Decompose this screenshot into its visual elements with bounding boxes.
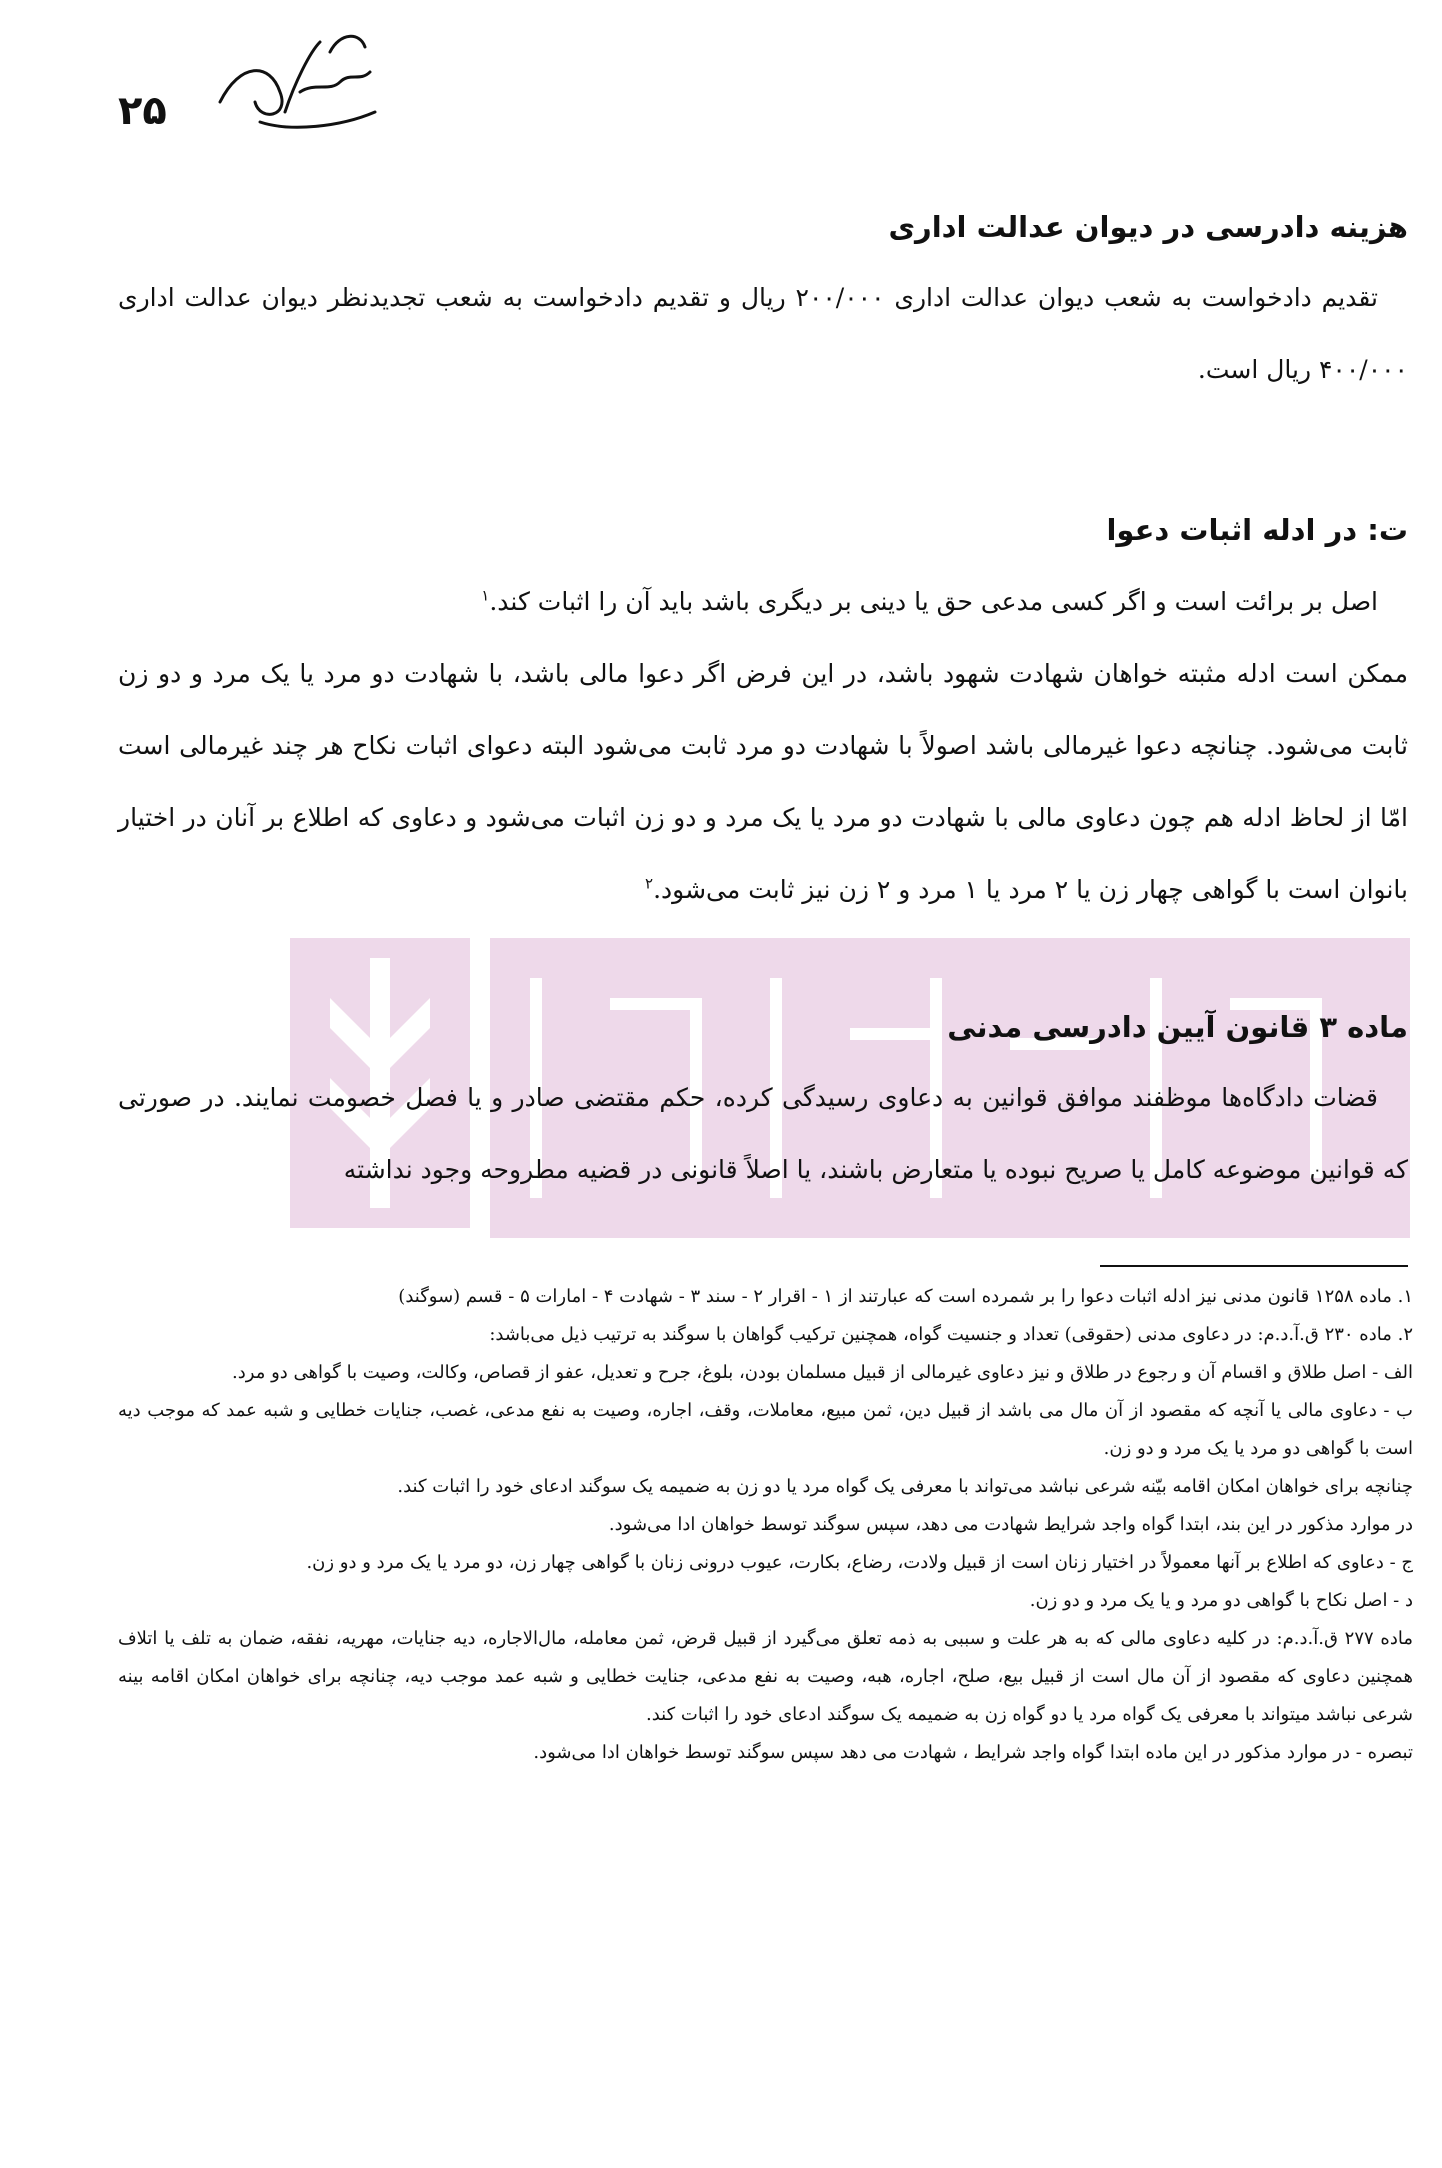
footnote-item: در موارد مذکور در این بند، ابتدا گواه واجد شرایط شهادت می دهد، سپس سوگند توسط خواهان ادا می‌شود.: [608, 1514, 1413, 1535]
paragraph-text: ممکن است ادله مثبته خواهان شهادت شهود باشد، در این فرض اگر دعوا مالی باشد، با شهادت دو مرد یا یک مرد و دو زن ثابت می‌شود. چنانچه دعوا غیرمالی باشد اصولاً با شهادت دو مرد ثابت می‌شود البته دعوای اثبات نکاح هر چند غیرمالی است امّا از لحاظ ادله هم چون دعاوی مالی با شهادت دو مرد یا یک مرد و دو زن اثبات می‌شود و دعاوی که اطلاع بر آنان در اختیار بانوان است با گواهی چهار زن یا ۲ مرد یا ۱ مرد و ۲ زن نیز ثابت می‌شود.: [118, 659, 1408, 904]
footnote-ref: ۱: [481, 586, 490, 605]
footnote: ۱. ماده ۱۲۵۸ قانون مدنی نیز ادله اثبات دعوا را بر شمرده است که عبارتند از ۱ - اقرار ۲ - سند ۳ - شهادت ۴ - امارات ۵ - قسم (سوگند): [398, 1286, 1413, 1307]
section-heading: ماده ۳ قانون آیین دادرسی مدنی: [947, 1010, 1408, 1044]
footnotes: [118, 1278, 1413, 1772]
footnote-item: ماده ۲۷۷ ق.آ.د.م: در کلیه دعاوی مالی که به هر علت و سببی به ذمه تعلق می‌گیرد از قبیل قرض، ثمن معامله، مال‌الاجاره، دیه جنایات، مهریه، نفقه، ضمان به تلف یا اتلاف همچنین دعاوی که مقصود از آن مال است از قبیل بیع، صلح، اجاره، هبه، وصیت به نفع مدعی، جنایت خطایی و شبه عمد موجب دیه، چنانچه برای خواهان امکان اقامه بینه شرعی نباشد میتواند با معرفی یک گواه مرد یا دو گواه زن به ضمیمه یک سوگند ادعای خود را اثبات کند.: [118, 1628, 1413, 1725]
footnote-ref: ۲: [645, 874, 654, 893]
footnote-item: د - اصل نکاح با گواهی دو مرد و یا یک مرد و دو زن.: [1029, 1590, 1413, 1611]
footnote-item: الف - اصل طلاق و اقسام آن و رجوع در طلاق و نیز دعاوی غیرمالی از قبیل مسلمان بودن، بلوغ، جرح و تعدیل، عفو از قصاص، وکالت، وصیت با گواهی دو مرد.: [232, 1362, 1413, 1383]
footnote-item: ب - دعاوی مالی یا آنچه که مقصود از آن مال می باشد از قبیل دین، ثمن مبیع، معاملات، وقف، اجاره، وصیت به نفع مدعی، غصب، جنایات خطایی و شبه عمد که موجب دیه است با گواهی دو مرد یا یک مرد و دو زن.: [118, 1400, 1413, 1459]
footnote-divider: [1100, 1265, 1408, 1267]
section-heading: هزینه دادرسی در دیوان عدالت اداری: [888, 210, 1408, 244]
footnote-item: چنانچه برای خواهان امکان اقامه بیّنه شرعی نباشد می‌تواند با معرفی یک گواه مرد یا دو زن به ضمیمه یک سوگند ادعای خود را اثبات کند.: [397, 1476, 1413, 1497]
body-paragraph: [118, 566, 1408, 638]
body-paragraph: قضات دادگاه‌ها موظفند موافق قوانین به دعاوی رسیدگی کرده، حکم مقتضی صادر و یا فصل خصومت نمایند. در صورتی که قوانین موضوعه کامل یا صریح نبوده یا متعارض باشند، یا اصلاً قانونی در قضیه مطروحه وجود نداشته: [118, 1083, 1408, 1184]
section-heading: ت: در ادله اثبات دعوا: [1106, 513, 1408, 547]
footnote: ۲. ماده ۲۳۰ ق.آ.د.م: در دعاوی مدنی (حقوقی) تعداد و جنسیت گواه، همچنین ترکیب گواهان با سوگند به ترتیب ذیل می‌باشد:: [489, 1324, 1413, 1345]
footnote-item: ج - دعاوی که اطلاع بر آنها معمولاً در اختیار زنان است از قبیل ولادت، رضاع، بکارت، عیوب درونی زنان با گواهی چهار زن، دو مرد یا یک مرد و دو زن.: [306, 1552, 1413, 1573]
body-paragraph: [118, 638, 1408, 926]
footnote-item: تبصره - در موارد مذکور در این ماده ابتدا گواه واجد شرایط ، شهادت می دهد سپس سوگند توسط خواهان ادا می‌شود.: [533, 1742, 1413, 1763]
publisher-logo: [200, 22, 390, 142]
page-number: ۲۵: [118, 88, 167, 134]
paragraph-text: اصل بر برائت است و اگر کسی مدعی حق یا دینی بر دیگری باشد باید آن را اثبات کند.: [489, 587, 1378, 616]
body-paragraph: تقدیم دادخواست به شعب دیوان عدالت اداری ۲۰۰/۰۰۰ ریال و تقدیم دادخواست به شعب تجدیدنظر دیوان عدالت اداری ۴۰۰/۰۰۰ ریال است.: [118, 283, 1408, 384]
